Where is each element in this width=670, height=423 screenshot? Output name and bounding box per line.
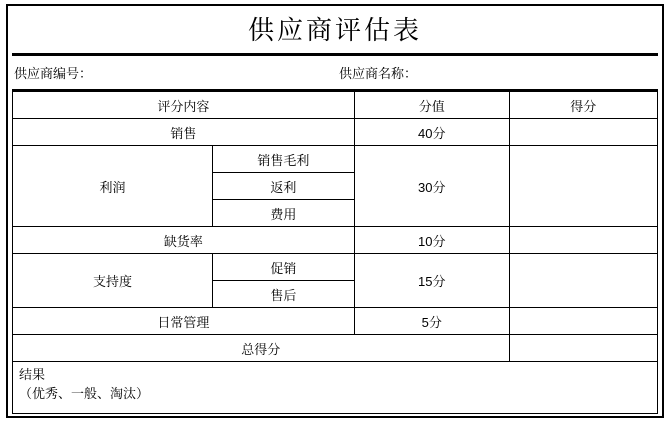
supplier-code-label: 供应商编号： xyxy=(14,66,93,81)
result-label: 结果 xyxy=(19,367,46,382)
page-title: 供应商评估表 xyxy=(247,16,422,45)
row-sub-after-sales: 售后 xyxy=(212,281,354,308)
table-row xyxy=(13,227,658,254)
table-row xyxy=(13,308,658,335)
header-score-value: 分值 xyxy=(354,92,509,119)
row-sub-rebate: 返利 xyxy=(212,173,354,200)
total-label: 总得分 xyxy=(13,335,510,362)
table-total-row xyxy=(13,335,658,362)
table-row xyxy=(13,254,658,281)
identification-row xyxy=(12,56,658,91)
row-category-support: 支持度 xyxy=(13,254,213,308)
evaluation-table xyxy=(12,91,658,362)
header-score-got: 得分 xyxy=(509,92,657,119)
row-value-daily-management: 5分 xyxy=(354,308,509,335)
supplier-name-label: 供应商名称： xyxy=(339,66,418,81)
row-category-out-of-stock: 缺货率 xyxy=(13,227,355,254)
table-row xyxy=(13,146,658,173)
row-got-sales[interactable] xyxy=(509,119,657,146)
row-got-support[interactable] xyxy=(509,254,657,308)
title-row xyxy=(12,10,658,56)
row-category-sales: 销售 xyxy=(13,119,355,146)
row-category-daily-management: 日常管理 xyxy=(13,308,355,335)
result-options: （优秀、一般、淘汰） xyxy=(19,385,150,401)
result-box[interactable] xyxy=(12,362,658,414)
table-header-row xyxy=(13,92,658,119)
total-value[interactable] xyxy=(509,335,657,362)
row-sub-gross-profit: 销售毛利 xyxy=(212,146,354,173)
row-value-profit: 30分 xyxy=(354,146,509,227)
table-row xyxy=(13,119,658,146)
row-category-profit: 利润 xyxy=(13,146,213,227)
row-got-out-of-stock[interactable] xyxy=(509,227,657,254)
row-value-sales: 40分 xyxy=(354,119,509,146)
header-content: 评分内容 xyxy=(13,92,355,119)
row-value-support: 15分 xyxy=(354,254,509,308)
row-value-out-of-stock: 10分 xyxy=(354,227,509,254)
row-sub-expense: 费用 xyxy=(212,200,354,227)
row-got-daily-management[interactable] xyxy=(509,308,657,335)
row-sub-promotion: 促销 xyxy=(212,254,354,281)
row-got-profit[interactable] xyxy=(509,146,657,227)
